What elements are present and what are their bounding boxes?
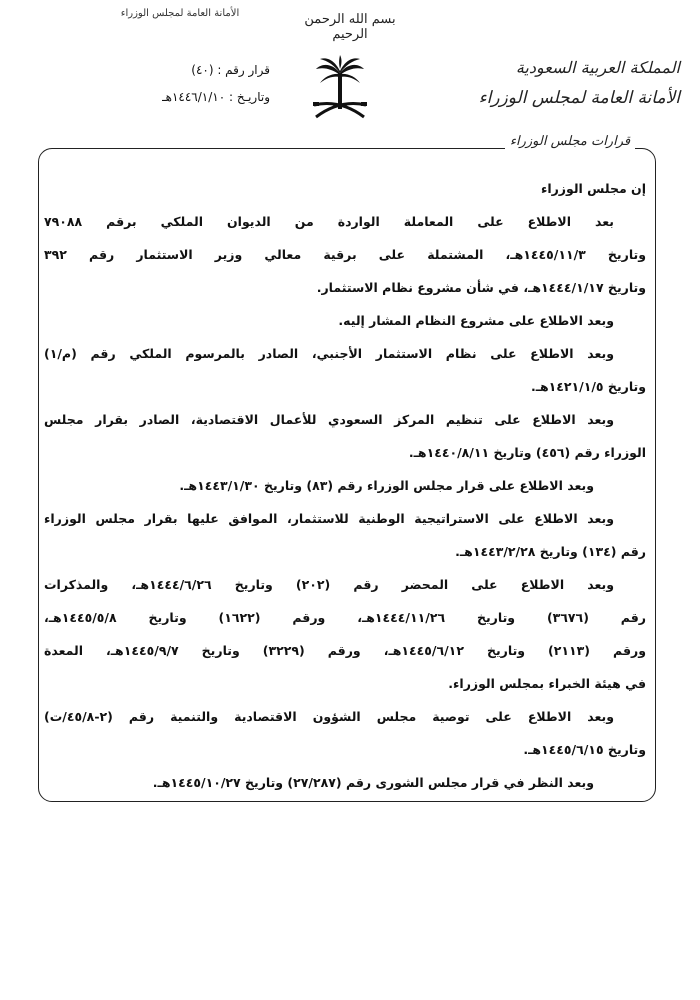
body-line: وبعد الاطلاع على نظام الاستثمار الأجنبي، الصادر بالمرسوم الملكي رقم (م/١) (44, 346, 614, 361)
body-line: وتاريخ ١٤٤٥/٦/١٥هـ. (523, 742, 646, 757)
body-line: وبعد النظر في قرار مجلس الشورى رقم (٢٧/٢٨٧) وتاريخ ١٤٤٥/١٠/٢٧هـ. (152, 775, 594, 790)
basmala: بسم الله الرحمن الرحيم (304, 12, 396, 42)
decision-number: قرار رقم : (٤٠) (191, 63, 270, 77)
body-line: بعد الاطلاع على المعاملة الواردة من الديوان الملكي برقم ٧٩٠٨٨ (44, 214, 614, 229)
body-line: وبعد الاطلاع على قرار مجلس الوزراء رقم (٨٣) وتاريخ ١٤٤٣/١/٣٠هـ. (179, 478, 594, 493)
body-line: وبعد الاطلاع على تنظيم المركز السعودي للأعمال الاقتصادية، الصادر بقرار مجلس (44, 412, 614, 427)
body-line: ورقم (٢١١٣) وتاريخ ١٤٤٥/٦/١٢هـ، ورقم (٣٢٢٩) وتاريخ ١٤٤٥/٩/٧هـ، المعدة (44, 643, 646, 658)
body-line: وتاريخ ١٤٤٤/١/١٧هـ، في شأن مشروع نظام الاستثمار. (316, 280, 646, 295)
body-line: في هيئة الخبراء بمجلس الوزراء. (448, 676, 646, 691)
body-line: الوزراء رقم (٤٥٦) وتاريخ ١٤٤٠/٨/١١هـ. (408, 445, 646, 460)
decision-body (44, 172, 646, 799)
body-line: وبعد الاطلاع على توصية مجلس الشؤون الاقتصادية والتنمية رقم (٢-٤٥/٨/ت) (44, 709, 614, 724)
body-line: رقم (٣٦٧٦) وتاريخ ١٤٤٤/١١/٢٦هـ، ورقم (١٦٢٢) وتاريخ ١٤٤٥/٥/٨هـ، (44, 610, 646, 625)
body-line: وبعد الاطلاع على الاستراتيجية الوطنية للاستثمار، الموافق عليها بقرار مجلس الوزراء (44, 511, 614, 526)
decision-date: وتاريـخ : ١٤٤٦/١/١٠هـ (162, 90, 270, 104)
body-line: وبعد الاطلاع على مشروع النظام المشار إليه. (338, 313, 614, 328)
kingdom-title: المملكة العربية السعودية (515, 58, 680, 77)
body-line: وبعد الاطلاع على المحضر رقم (٢٠٢) وتاريخ ١٤٤٤/٦/٢٦هـ، والمذكرات (44, 577, 614, 592)
top-secretariat-small: الأمانة العامة لمجلس الوزراء (120, 8, 240, 19)
body-line: وتاريخ ١٤٤٥/١١/٣هـ، المشتملة على برقية معالي وزير الاستثمار رقم ٣٩٢ (44, 247, 646, 262)
frame-label: قرارات مجلس الوزراء (505, 134, 635, 149)
body-line: رقم (١٣٤) وتاريخ ١٤٤٣/٢/٢٨هـ. (455, 544, 646, 559)
saudi-emblem-icon (310, 55, 370, 125)
body-opening: إن مجلس الوزراء (540, 181, 646, 196)
body-line: وتاريخ ١٤٢١/١/٥هـ. (530, 379, 646, 394)
secretariat-title: الأمانة العامة لمجلس الوزراء (478, 88, 680, 108)
